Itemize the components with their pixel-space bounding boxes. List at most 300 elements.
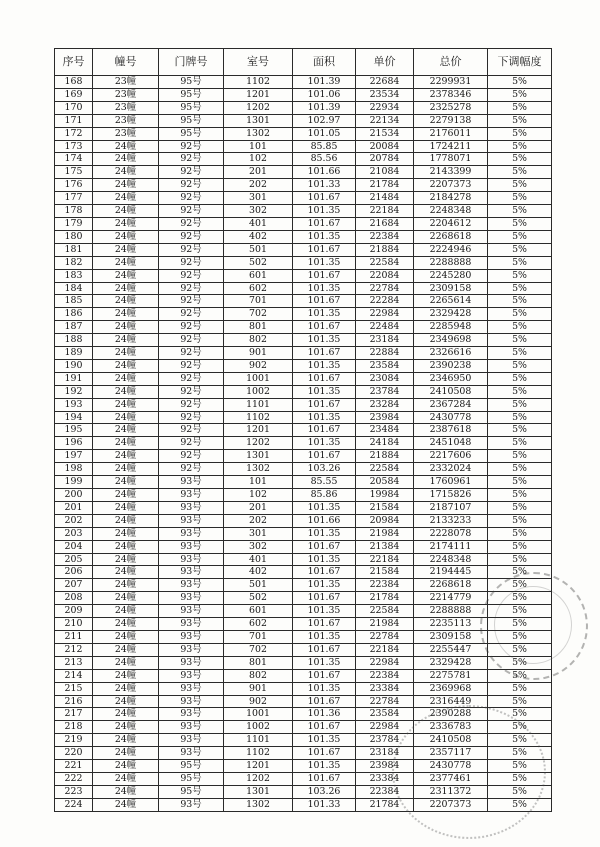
cell-building: 24幢 bbox=[93, 579, 159, 592]
cell-area: 101.35 bbox=[293, 579, 356, 592]
cell-building: 24幢 bbox=[93, 463, 159, 476]
cell-unit-price: 22984 bbox=[356, 308, 414, 321]
cell-seq: 183 bbox=[55, 269, 93, 282]
table-row bbox=[55, 153, 552, 166]
cell-door-number: 93号 bbox=[159, 643, 224, 656]
cell-building: 24幢 bbox=[93, 230, 159, 243]
cell-unit-price: 23784 bbox=[356, 385, 414, 398]
cell-room: 901 bbox=[224, 347, 293, 360]
cell-door-number: 93号 bbox=[159, 566, 224, 579]
cell-building: 24幢 bbox=[93, 708, 159, 721]
cell-building: 24幢 bbox=[93, 166, 159, 179]
cell-seq: 188 bbox=[55, 334, 93, 347]
cell-building: 24幢 bbox=[93, 308, 159, 321]
cell-seq: 191 bbox=[55, 372, 93, 385]
cell-reduction: 5% bbox=[488, 669, 552, 682]
cell-total-price: 2288888 bbox=[414, 256, 488, 269]
cell-reduction: 5% bbox=[488, 514, 552, 527]
cell-seq: 187 bbox=[55, 321, 93, 334]
cell-room: 202 bbox=[224, 179, 293, 192]
cell-area: 101.67 bbox=[293, 398, 356, 411]
cell-unit-price: 22934 bbox=[356, 101, 414, 114]
cell-room: 501 bbox=[224, 579, 293, 592]
cell-reduction: 5% bbox=[488, 772, 552, 785]
cell-building: 24幢 bbox=[93, 140, 159, 153]
cell-seq: 215 bbox=[55, 682, 93, 695]
cell-seq: 200 bbox=[55, 489, 93, 502]
cell-seq: 224 bbox=[55, 798, 93, 811]
table-row bbox=[55, 579, 552, 592]
cell-reduction: 5% bbox=[488, 308, 552, 321]
cell-room: 1102 bbox=[224, 411, 293, 424]
cell-seq: 189 bbox=[55, 347, 93, 360]
cell-area: 101.67 bbox=[293, 592, 356, 605]
cell-area: 101.67 bbox=[293, 695, 356, 708]
cell-room: 401 bbox=[224, 553, 293, 566]
cell-seq: 169 bbox=[55, 88, 93, 101]
cell-reduction: 5% bbox=[488, 785, 552, 798]
table-row bbox=[55, 347, 552, 360]
cell-unit-price: 23584 bbox=[356, 359, 414, 372]
cell-reduction: 5% bbox=[488, 205, 552, 218]
cell-area: 101.06 bbox=[293, 88, 356, 101]
cell-door-number: 93号 bbox=[159, 656, 224, 669]
table-row bbox=[55, 230, 552, 243]
cell-room: 1002 bbox=[224, 385, 293, 398]
table-row bbox=[55, 217, 552, 230]
table-row bbox=[55, 643, 552, 656]
cell-area: 103.26 bbox=[293, 785, 356, 798]
cell-total-price: 2346950 bbox=[414, 372, 488, 385]
cell-room: 102 bbox=[224, 153, 293, 166]
cell-door-number: 93号 bbox=[159, 695, 224, 708]
cell-area: 101.35 bbox=[293, 605, 356, 618]
cell-building: 24幢 bbox=[93, 695, 159, 708]
cell-reduction: 5% bbox=[488, 127, 552, 140]
cell-seq: 223 bbox=[55, 785, 93, 798]
cell-room: 902 bbox=[224, 695, 293, 708]
cell-unit-price: 22784 bbox=[356, 282, 414, 295]
cell-area: 101.67 bbox=[293, 321, 356, 334]
cell-total-price: 2248348 bbox=[414, 553, 488, 566]
cell-reduction: 5% bbox=[488, 359, 552, 372]
cell-building: 24幢 bbox=[93, 721, 159, 734]
cell-building: 24幢 bbox=[93, 256, 159, 269]
cell-building: 24幢 bbox=[93, 179, 159, 192]
cell-unit-price: 23184 bbox=[356, 334, 414, 347]
table-row bbox=[55, 424, 552, 437]
cell-unit-price: 22884 bbox=[356, 347, 414, 360]
cell-building: 24幢 bbox=[93, 282, 159, 295]
cell-unit-price: 23534 bbox=[356, 88, 414, 101]
header-building: 幢号 bbox=[93, 49, 159, 76]
header-row bbox=[55, 49, 552, 76]
cell-area: 102.97 bbox=[293, 114, 356, 127]
table-row bbox=[55, 450, 552, 463]
cell-unit-price: 21684 bbox=[356, 217, 414, 230]
cell-area: 101.35 bbox=[293, 359, 356, 372]
cell-building: 24幢 bbox=[93, 747, 159, 760]
table-row bbox=[55, 682, 552, 695]
cell-total-price: 2214779 bbox=[414, 592, 488, 605]
cell-seq: 197 bbox=[55, 450, 93, 463]
cell-unit-price: 21084 bbox=[356, 166, 414, 179]
cell-door-number: 93号 bbox=[159, 669, 224, 682]
cell-door-number: 95号 bbox=[159, 88, 224, 101]
cell-room: 802 bbox=[224, 334, 293, 347]
table-row bbox=[55, 501, 552, 514]
cell-unit-price: 22584 bbox=[356, 463, 414, 476]
table-row bbox=[55, 669, 552, 682]
cell-area: 103.26 bbox=[293, 463, 356, 476]
cell-building: 24幢 bbox=[93, 669, 159, 682]
cell-room: 702 bbox=[224, 643, 293, 656]
cell-unit-price: 23584 bbox=[356, 708, 414, 721]
cell-seq: 178 bbox=[55, 205, 93, 218]
cell-reduction: 5% bbox=[488, 140, 552, 153]
table-row bbox=[55, 760, 552, 773]
cell-area: 101.67 bbox=[293, 192, 356, 205]
table-row bbox=[55, 785, 552, 798]
cell-door-number: 93号 bbox=[159, 747, 224, 760]
cell-door-number: 92号 bbox=[159, 295, 224, 308]
cell-door-number: 92号 bbox=[159, 450, 224, 463]
cell-door-number: 92号 bbox=[159, 243, 224, 256]
cell-reduction: 5% bbox=[488, 217, 552, 230]
cell-room: 402 bbox=[224, 566, 293, 579]
cell-building: 24幢 bbox=[93, 385, 159, 398]
table-row bbox=[55, 295, 552, 308]
cell-seq: 201 bbox=[55, 501, 93, 514]
cell-seq: 195 bbox=[55, 424, 93, 437]
cell-room: 201 bbox=[224, 501, 293, 514]
cell-building: 24幢 bbox=[93, 785, 159, 798]
cell-building: 24幢 bbox=[93, 153, 159, 166]
cell-area: 101.67 bbox=[293, 347, 356, 360]
cell-door-number: 93号 bbox=[159, 489, 224, 502]
cell-door-number: 92号 bbox=[159, 437, 224, 450]
cell-seq: 210 bbox=[55, 618, 93, 631]
table-row bbox=[55, 140, 552, 153]
cell-total-price: 2228078 bbox=[414, 527, 488, 540]
cell-door-number: 93号 bbox=[159, 708, 224, 721]
cell-total-price: 2275781 bbox=[414, 669, 488, 682]
table-row bbox=[55, 489, 552, 502]
cell-door-number: 93号 bbox=[159, 618, 224, 631]
cell-door-number: 93号 bbox=[159, 798, 224, 811]
cell-reduction: 5% bbox=[488, 321, 552, 334]
cell-room: 601 bbox=[224, 605, 293, 618]
table-row bbox=[55, 708, 552, 721]
cell-building: 24幢 bbox=[93, 398, 159, 411]
cell-building: 24幢 bbox=[93, 514, 159, 527]
cell-room: 601 bbox=[224, 269, 293, 282]
table-row bbox=[55, 721, 552, 734]
cell-reduction: 5% bbox=[488, 566, 552, 579]
cell-room: 302 bbox=[224, 540, 293, 553]
table-row bbox=[55, 205, 552, 218]
cell-unit-price: 23384 bbox=[356, 682, 414, 695]
cell-area: 101.35 bbox=[293, 682, 356, 695]
cell-reduction: 5% bbox=[488, 76, 552, 89]
cell-reduction: 5% bbox=[488, 372, 552, 385]
cell-unit-price: 21884 bbox=[356, 243, 414, 256]
cell-reduction: 5% bbox=[488, 398, 552, 411]
table-row bbox=[55, 256, 552, 269]
cell-door-number: 92号 bbox=[159, 347, 224, 360]
cell-room: 1201 bbox=[224, 88, 293, 101]
cell-door-number: 93号 bbox=[159, 592, 224, 605]
cell-area: 101.33 bbox=[293, 179, 356, 192]
cell-area: 85.85 bbox=[293, 140, 356, 153]
cell-total-price: 2377461 bbox=[414, 772, 488, 785]
cell-door-number: 95号 bbox=[159, 127, 224, 140]
cell-seq: 207 bbox=[55, 579, 93, 592]
cell-seq: 171 bbox=[55, 114, 93, 127]
cell-area: 101.66 bbox=[293, 166, 356, 179]
cell-building: 24幢 bbox=[93, 269, 159, 282]
cell-reduction: 5% bbox=[488, 101, 552, 114]
cell-door-number: 92号 bbox=[159, 179, 224, 192]
cell-door-number: 92号 bbox=[159, 308, 224, 321]
cell-area: 101.35 bbox=[293, 282, 356, 295]
cell-unit-price: 22284 bbox=[356, 295, 414, 308]
cell-area: 101.35 bbox=[293, 334, 356, 347]
cell-seq: 198 bbox=[55, 463, 93, 476]
cell-seq: 192 bbox=[55, 385, 93, 398]
cell-seq: 218 bbox=[55, 721, 93, 734]
cell-seq: 205 bbox=[55, 553, 93, 566]
cell-total-price: 2410508 bbox=[414, 734, 488, 747]
table-row bbox=[55, 592, 552, 605]
cell-reduction: 5% bbox=[488, 501, 552, 514]
cell-room: 1201 bbox=[224, 760, 293, 773]
cell-room: 602 bbox=[224, 282, 293, 295]
cell-building: 24幢 bbox=[93, 553, 159, 566]
price-table bbox=[54, 48, 552, 812]
cell-seq: 190 bbox=[55, 359, 93, 372]
cell-area: 101.39 bbox=[293, 101, 356, 114]
cell-total-price: 2309158 bbox=[414, 630, 488, 643]
cell-unit-price: 22384 bbox=[356, 230, 414, 243]
cell-room: 401 bbox=[224, 217, 293, 230]
cell-room: 1001 bbox=[224, 708, 293, 721]
cell-reduction: 5% bbox=[488, 553, 552, 566]
cell-unit-price: 23284 bbox=[356, 398, 414, 411]
cell-total-price: 2207373 bbox=[414, 798, 488, 811]
cell-total-price: 2204612 bbox=[414, 217, 488, 230]
table-row bbox=[55, 372, 552, 385]
cell-area: 101.67 bbox=[293, 747, 356, 760]
cell-room: 1202 bbox=[224, 101, 293, 114]
cell-total-price: 2336783 bbox=[414, 721, 488, 734]
cell-door-number: 92号 bbox=[159, 230, 224, 243]
cell-total-price: 2326616 bbox=[414, 347, 488, 360]
cell-total-price: 2329428 bbox=[414, 656, 488, 669]
cell-door-number: 92号 bbox=[159, 411, 224, 424]
cell-reduction: 5% bbox=[488, 295, 552, 308]
table-row bbox=[55, 308, 552, 321]
cell-door-number: 92号 bbox=[159, 153, 224, 166]
cell-reduction: 5% bbox=[488, 282, 552, 295]
cell-door-number: 93号 bbox=[159, 630, 224, 643]
cell-seq: 172 bbox=[55, 127, 93, 140]
cell-unit-price: 22384 bbox=[356, 669, 414, 682]
cell-room: 101 bbox=[224, 140, 293, 153]
cell-door-number: 92号 bbox=[159, 140, 224, 153]
cell-reduction: 5% bbox=[488, 540, 552, 553]
cell-building: 24幢 bbox=[93, 734, 159, 747]
cell-door-number: 93号 bbox=[159, 514, 224, 527]
cell-building: 24幢 bbox=[93, 630, 159, 643]
cell-seq: 222 bbox=[55, 772, 93, 785]
cell-door-number: 92号 bbox=[159, 398, 224, 411]
table-row bbox=[55, 243, 552, 256]
cell-area: 101.67 bbox=[293, 450, 356, 463]
header-area: 面积 bbox=[293, 49, 356, 76]
cell-building: 23幢 bbox=[93, 76, 159, 89]
cell-unit-price: 23784 bbox=[356, 734, 414, 747]
cell-area: 101.35 bbox=[293, 230, 356, 243]
cell-area: 101.35 bbox=[293, 205, 356, 218]
cell-building: 24幢 bbox=[93, 618, 159, 631]
cell-building: 24幢 bbox=[93, 656, 159, 669]
cell-room: 402 bbox=[224, 230, 293, 243]
cell-door-number: 92号 bbox=[159, 424, 224, 437]
cell-total-price: 2390238 bbox=[414, 359, 488, 372]
cell-total-price: 2357117 bbox=[414, 747, 488, 760]
cell-seq: 204 bbox=[55, 540, 93, 553]
cell-room: 801 bbox=[224, 321, 293, 334]
header-total-price: 总价 bbox=[414, 49, 488, 76]
cell-seq: 216 bbox=[55, 695, 93, 708]
cell-room: 1101 bbox=[224, 734, 293, 747]
cell-door-number: 95号 bbox=[159, 76, 224, 89]
cell-seq: 170 bbox=[55, 101, 93, 114]
cell-area: 101.35 bbox=[293, 656, 356, 669]
cell-reduction: 5% bbox=[488, 708, 552, 721]
cell-building: 24幢 bbox=[93, 192, 159, 205]
cell-total-price: 2217606 bbox=[414, 450, 488, 463]
cell-seq: 212 bbox=[55, 643, 93, 656]
cell-reduction: 5% bbox=[488, 230, 552, 243]
cell-reduction: 5% bbox=[488, 656, 552, 669]
table-body bbox=[55, 76, 552, 812]
cell-building: 24幢 bbox=[93, 295, 159, 308]
table-row bbox=[55, 695, 552, 708]
table-row bbox=[55, 359, 552, 372]
cell-seq: 194 bbox=[55, 411, 93, 424]
cell-total-price: 2184278 bbox=[414, 192, 488, 205]
cell-building: 23幢 bbox=[93, 88, 159, 101]
cell-reduction: 5% bbox=[488, 243, 552, 256]
cell-total-price: 1724211 bbox=[414, 140, 488, 153]
cell-total-price: 2235113 bbox=[414, 618, 488, 631]
cell-room: 1102 bbox=[224, 76, 293, 89]
cell-door-number: 92号 bbox=[159, 359, 224, 372]
cell-seq: 180 bbox=[55, 230, 93, 243]
cell-area: 101.67 bbox=[293, 772, 356, 785]
cell-building: 24幢 bbox=[93, 450, 159, 463]
cell-unit-price: 21584 bbox=[356, 501, 414, 514]
cell-room: 1001 bbox=[224, 372, 293, 385]
cell-area: 101.35 bbox=[293, 734, 356, 747]
cell-room: 902 bbox=[224, 359, 293, 372]
cell-reduction: 5% bbox=[488, 476, 552, 489]
cell-room: 1002 bbox=[224, 721, 293, 734]
table-row bbox=[55, 618, 552, 631]
cell-total-price: 2325278 bbox=[414, 101, 488, 114]
cell-building: 24幢 bbox=[93, 643, 159, 656]
cell-room: 1301 bbox=[224, 450, 293, 463]
cell-building: 24幢 bbox=[93, 347, 159, 360]
cell-reduction: 5% bbox=[488, 630, 552, 643]
cell-total-price: 2268618 bbox=[414, 579, 488, 592]
cell-room: 602 bbox=[224, 618, 293, 631]
cell-door-number: 95号 bbox=[159, 101, 224, 114]
cell-reduction: 5% bbox=[488, 153, 552, 166]
cell-door-number: 92号 bbox=[159, 334, 224, 347]
cell-seq: 206 bbox=[55, 566, 93, 579]
table-row bbox=[55, 798, 552, 811]
cell-seq: 177 bbox=[55, 192, 93, 205]
cell-room: 1201 bbox=[224, 424, 293, 437]
cell-building: 23幢 bbox=[93, 101, 159, 114]
cell-building: 24幢 bbox=[93, 372, 159, 385]
cell-seq: 213 bbox=[55, 656, 93, 669]
cell-reduction: 5% bbox=[488, 798, 552, 811]
cell-building: 23幢 bbox=[93, 114, 159, 127]
cell-seq: 176 bbox=[55, 179, 93, 192]
cell-room: 801 bbox=[224, 656, 293, 669]
cell-seq: 186 bbox=[55, 308, 93, 321]
cell-reduction: 5% bbox=[488, 385, 552, 398]
cell-area: 101.67 bbox=[293, 372, 356, 385]
cell-total-price: 2255447 bbox=[414, 643, 488, 656]
cell-door-number: 93号 bbox=[159, 605, 224, 618]
cell-seq: 199 bbox=[55, 476, 93, 489]
cell-area: 101.67 bbox=[293, 269, 356, 282]
cell-seq: 182 bbox=[55, 256, 93, 269]
cell-unit-price: 22384 bbox=[356, 785, 414, 798]
cell-total-price: 2245280 bbox=[414, 269, 488, 282]
cell-total-price: 2378346 bbox=[414, 88, 488, 101]
cell-total-price: 2288888 bbox=[414, 605, 488, 618]
cell-reduction: 5% bbox=[488, 411, 552, 424]
cell-total-price: 2349698 bbox=[414, 334, 488, 347]
cell-reduction: 5% bbox=[488, 605, 552, 618]
cell-unit-price: 22984 bbox=[356, 656, 414, 669]
cell-unit-price: 22484 bbox=[356, 321, 414, 334]
cell-unit-price: 23384 bbox=[356, 772, 414, 785]
cell-seq: 196 bbox=[55, 437, 93, 450]
cell-total-price: 2316449 bbox=[414, 695, 488, 708]
cell-area: 85.56 bbox=[293, 153, 356, 166]
table-row bbox=[55, 269, 552, 282]
cell-unit-price: 21784 bbox=[356, 179, 414, 192]
table-row bbox=[55, 166, 552, 179]
cell-building: 24幢 bbox=[93, 321, 159, 334]
cell-door-number: 92号 bbox=[159, 192, 224, 205]
cell-door-number: 93号 bbox=[159, 476, 224, 489]
table-row bbox=[55, 88, 552, 101]
table-row bbox=[55, 540, 552, 553]
cell-area: 85.55 bbox=[293, 476, 356, 489]
table-row bbox=[55, 630, 552, 643]
cell-reduction: 5% bbox=[488, 179, 552, 192]
cell-area: 101.39 bbox=[293, 76, 356, 89]
cell-building: 24幢 bbox=[93, 798, 159, 811]
